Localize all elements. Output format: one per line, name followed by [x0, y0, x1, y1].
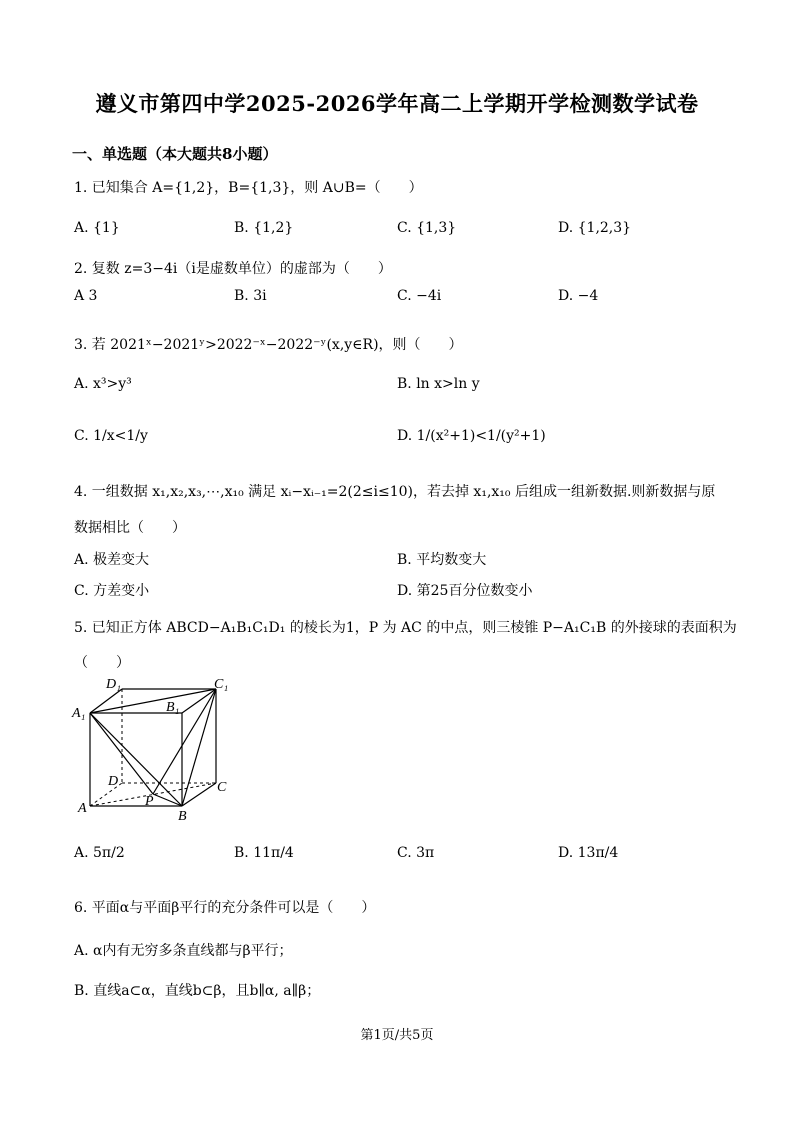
q1-option-c: C. {1,3}: [397, 220, 457, 236]
q6-option-b: B. 直线a⊂α，直线b⊂β，且b∥α, a∥β；: [74, 983, 321, 999]
q1-option-a: A. {1}: [74, 220, 120, 236]
label-d1: D₁: [106, 677, 121, 692]
q5-option-c: C. 3π: [397, 845, 435, 861]
label-b1: B₁: [166, 700, 180, 715]
label-d: D: [108, 774, 119, 789]
q5-option-a: A. 5π/2: [74, 845, 125, 861]
label-p: P: [145, 794, 154, 809]
question-6-stem: 6. 平面α与平面β平行的充分条件可以是（ ）: [74, 900, 376, 916]
label-c: C: [217, 780, 227, 795]
question-5-stem-line2: （ ）: [74, 655, 130, 671]
section-heading: 一、单选题（本大题共8小题）: [72, 145, 278, 163]
q2-option-c: C. −4i: [397, 288, 442, 304]
question-3-stem: 3. 若 2021ˣ−2021ʸ>2022⁻ˣ−2022⁻ʸ(x,y∈R)，则（ ）: [74, 337, 463, 353]
q3-option-c: C. 1/x<1/y: [74, 428, 148, 444]
question-2-stem: 2. 复数 z=3−4i（i是虚数单位）的虚部为（ ）: [74, 261, 392, 277]
question-1-stem: 1. 已知集合 A={1,2}，B={1,3}，则 A∪B=（ ）: [74, 180, 423, 196]
diag-a1-c1: [90, 689, 216, 713]
q5-option-d: D. 13π/4: [558, 845, 619, 861]
seg-c1-p: [153, 689, 216, 794]
q3-option-a: A. x³>y³: [74, 376, 132, 392]
label-a1: A₁: [72, 706, 86, 721]
q4-option-d: D. 第25百分位数变小: [397, 583, 533, 599]
q5-option-b: B. 11π/4: [234, 845, 294, 861]
question-4-stem-line2: 数据相比（ ）: [74, 520, 186, 536]
q1-option-b: B. {1,2}: [234, 220, 294, 236]
question-4-stem-line1: 4. 一组数据 x₁,x₂,x₃,⋯,x₁₀ 满足 xᵢ−xᵢ₋₁=2(2≤i≤10)，若去掉 x₁,x₁₀ 后组成一组新数据.则新数据与原: [74, 484, 716, 500]
question-5-stem-line1: 5. 已知正方体 ABCD−A₁B₁C₁D₁ 的棱长为1，P 为 AC 的中点，则三棱锥 P−A₁C₁B 的外接球的表面积为: [74, 620, 737, 636]
q4-option-b: B. 平均数变大: [397, 552, 487, 568]
page-title: 遵义市第四中学2025-2026学年高二上学期开学检测数学试卷: [95, 91, 699, 116]
cube-figure: [70, 672, 240, 830]
q3-option-b: B. ln x>ln y: [397, 376, 480, 392]
seg-p-b: [153, 794, 182, 806]
q2-option-d: D. −4: [558, 288, 599, 304]
q2-option-a: A 3: [74, 288, 98, 304]
q6-option-a: A. α内有无穷多条直线都与β平行；: [74, 943, 293, 959]
label-c1: C₁: [214, 677, 229, 692]
q3-option-d: D. 1/(x²+1)<1/(y²+1): [397, 428, 546, 444]
page-footer: 第1页/共5页: [360, 1028, 434, 1043]
q1-option-d: D. {1,2,3}: [558, 220, 632, 236]
label-a: A: [78, 801, 87, 816]
label-b: B: [178, 809, 187, 824]
q2-option-b: B. 3i: [234, 288, 267, 304]
q4-option-c: C. 方差变小: [74, 583, 150, 599]
q4-option-a: A. 极差变大: [74, 552, 150, 568]
